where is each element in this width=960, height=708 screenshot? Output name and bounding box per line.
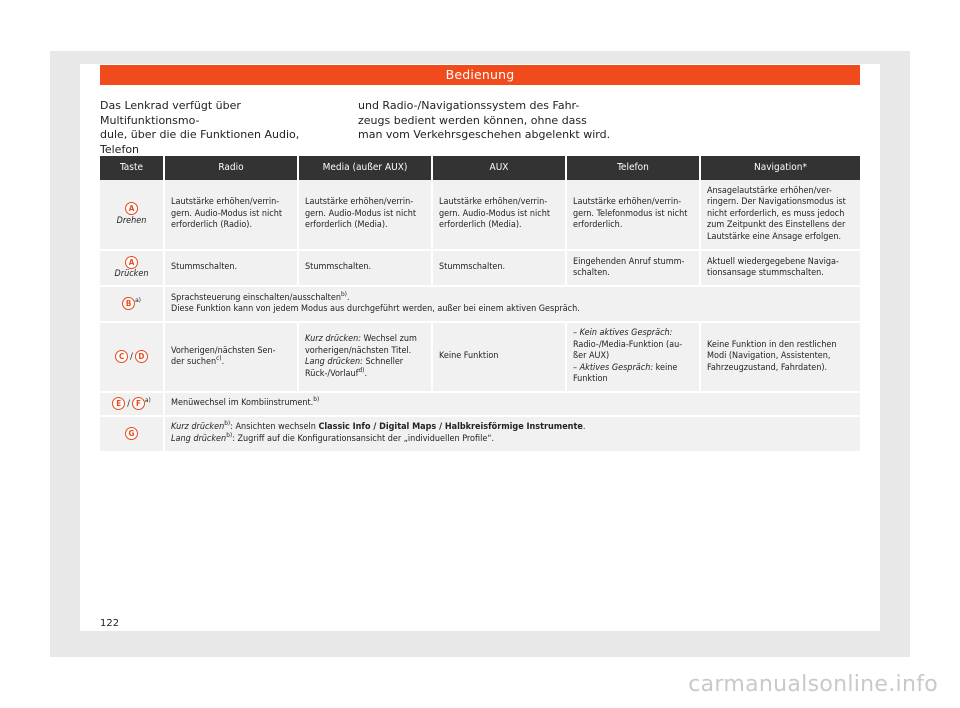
controls-table [100,156,860,453]
footnote-ref: b) [226,430,233,439]
cell-navigation: Ansagelautstärke erhöhen/ver- ringern. Der Navigationsmodus ist nicht erforderlich, es muss jedoch zum Zeitpunkt des Einstellens der Lautstärke eine Ansage erfolgen. [700,180,860,250]
punct: . [346,292,350,303]
short-press-label: Kurz drücken [171,422,225,432]
media-long-label: Lang drücken: [305,357,363,367]
key-badge-e: E [112,397,125,410]
voice-control-text: Sprachsteuerung einschalten/ausschalten [171,292,341,303]
punct: . [364,368,368,379]
menu-change-text: Menüwechsel im Kombiinstrument. [171,398,314,408]
voice-control-note: Diese Funktion kann von jedem Modus aus durchgeführt werden, außer bei einem aktiven Gespräch. [171,304,580,314]
table-header-row [100,156,860,180]
header-radio: Radio [164,156,298,180]
key-separator: / [127,399,130,409]
slash: / [436,422,445,432]
view-option-halbkreis: Halbkreisförmige Instrumente [444,422,583,432]
table-row [100,286,860,322]
cell-all-modes [164,416,860,452]
telefon-case-a-label: – Kein aktives Gespräch: [573,328,673,339]
media-long-text: Schneller Rück-/Vorlauf [305,357,404,379]
footnote-ref: a) [144,396,151,404]
telefon-case-b-text: keine Funktion [573,362,678,385]
section-header: Bedienung [100,65,860,85]
key-badge-f: F [132,397,145,410]
cell-media: Lautstärke erhöhen/verrin- gern. Audio-Modus ist nicht erforderlich (Media). [298,180,432,250]
page-number: 122 [100,618,120,629]
table-row [100,250,860,286]
footnote-ref: b) [313,395,320,403]
cell-all-modes [164,286,860,322]
key-badge-b: B [122,297,135,310]
slash: / [370,422,380,432]
view-option-classic-info: Classic Info [318,422,371,432]
key-separator: / [130,352,133,363]
header-media: Media (außer AUX) [298,156,432,180]
cell-media: Stummschalten. [298,250,432,286]
cell-radio: Stummschalten. [164,250,298,286]
intro-text-left: Das Lenkrad verfügt über Multifunktionsmo- dule, über die die Funktionen Audio, Telefon [100,99,300,156]
footnote-ref: a) [135,296,141,305]
key-cell [100,416,164,452]
key-action: Drücken [114,269,149,279]
cell-aux: Stummschalten. [432,250,566,286]
cell-aux: Lautstärke erhöhen/verrin- gern. Audio-Modus ist nicht erforderlich (Media). [432,180,566,250]
cell-all-modes [164,392,860,416]
footnote-ref: b) [340,289,347,298]
header-aux: AUX [432,156,566,180]
key-cell [100,322,164,392]
cell-radio: Lautstärke erhöhen/verrin- gern. Audio-Modus ist nicht erforderlich (Radio). [164,180,298,250]
cell-radio [164,322,298,392]
key-badge-a: A [125,256,138,269]
header-taste: Taste [100,156,164,180]
long-press-text: : Zugriff auf die Konfigurationsansicht der „individuellen Profile“. [232,433,495,444]
cell-aux: Keine Funktion [432,322,566,392]
table-row [100,180,860,250]
footnote-ref: d) [358,365,365,374]
footnote-ref: b) [224,419,231,427]
header-navigation: Navigation* [700,156,860,180]
key-cell [100,180,164,250]
table-row [100,322,860,392]
telefon-case-b-label: – Aktives Gespräch: [573,362,654,373]
key-badge-d: D [135,350,148,363]
watermark[interactable]: carmanualsonline.info [688,672,938,697]
media-short-text: Wechsel zum vorherigen/nächsten Titel. [305,334,417,356]
intro-text-right: und Radio-/Navigationssystem des Fahr- zeugs bedient werden können, ohne dass man vom Verkehrsgeschehen abgelenkt wird. [358,99,611,141]
view-option-digital-maps: Digital Maps [379,422,437,432]
key-badge-a: A [125,202,138,215]
media-short-label: Kurz drücken: [305,334,361,344]
radio-text: Vorherigen/nächsten Sen- der suchen [171,345,276,367]
short-press-text: : Ansichten wechseln [230,422,319,432]
table-row [100,392,860,416]
cell-telefon: Eingehenden Anruf stumm- schalten. [566,250,700,286]
key-badge-c: C [115,350,128,363]
cell-navigation: Keine Funktion in den restlichen Modi (Navigation, Assistenten, Fahrzeugzustand, Fahrdaten). [700,322,860,392]
footnote-ref: c) [216,354,222,362]
long-press-label: Lang drücken [171,433,227,444]
telefon-case-a-text: Radio-/Media-Funktion (au- ßer AUX) [573,339,683,362]
cell-media [298,322,432,392]
table-row [100,416,860,452]
cell-telefon: Lautstärke erhöhen/verrin- gern. Telefonmodus ist nicht erforderlich. [566,180,700,250]
cell-telefon [566,322,700,392]
key-cell [100,250,164,286]
punct: . [582,422,586,432]
key-action: Drehen [116,215,147,226]
key-cell [100,286,164,322]
punct: . [221,357,225,367]
key-badge-g: G [125,427,138,440]
header-telefon: Telefon [566,156,700,180]
cell-navigation: Aktuell wiedergegebene Naviga- tionsansage stummschalten. [700,250,860,286]
key-cell [100,392,164,416]
